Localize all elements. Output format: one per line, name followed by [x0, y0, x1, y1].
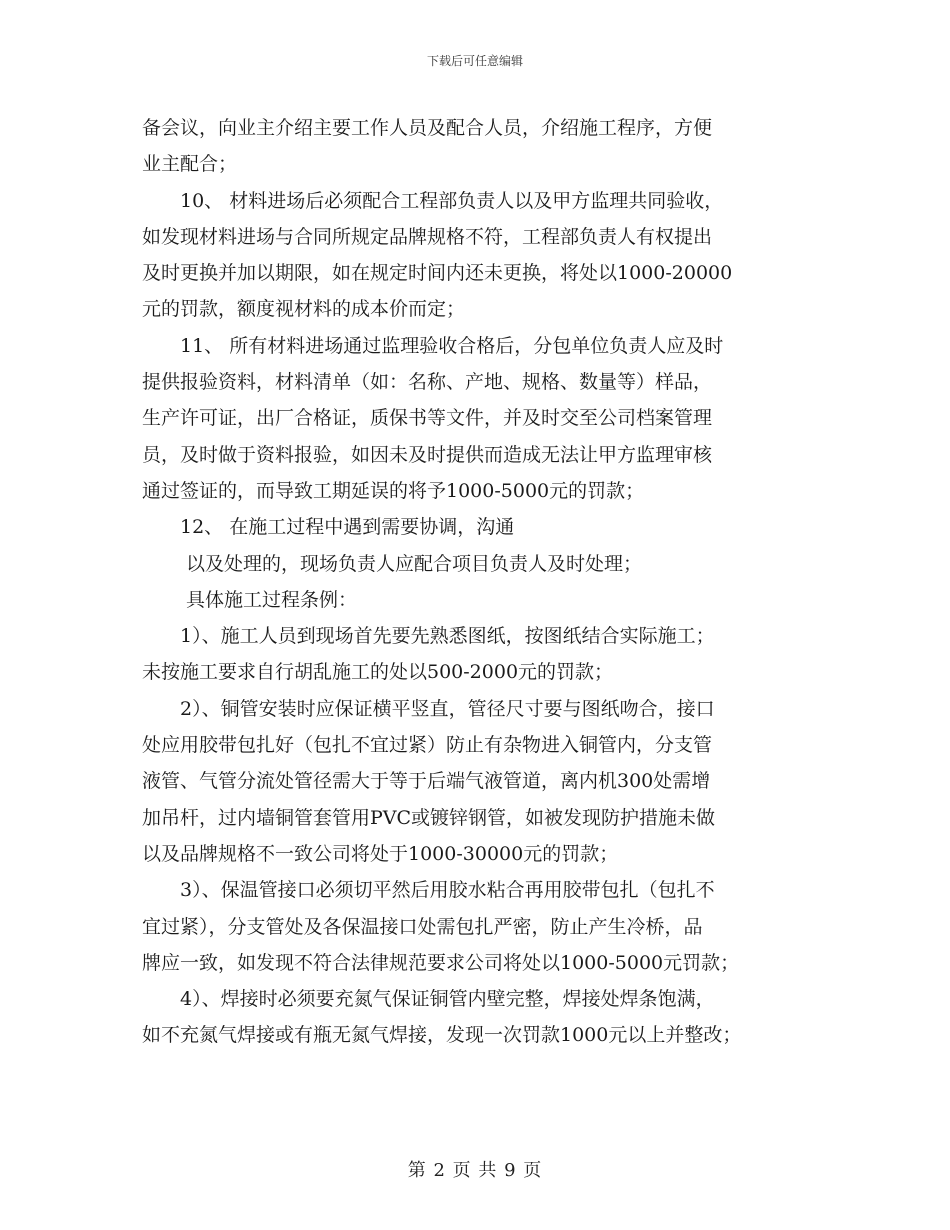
text-line: 3）、保温管接口必须切平然后用胶水粘合再用胶带包扎（包扎不: [180, 879, 715, 902]
text-line: 未按施工要求自行胡乱施工的处以500-2000元的罚款；: [142, 661, 614, 684]
text-line: 具体施工过程条例：: [186, 588, 358, 611]
text-line: 宜过紧），分支管处及各保温接口处需包扎严密，防止产生冷桥，品: [142, 915, 703, 938]
text-line: 4）、焊接时必须要充氮气保证铜管内壁完整，焊接处焊条饱满，: [180, 988, 715, 1011]
text-line: 11、 所有材料进场通过监理验收合格后，分包单位负责人应及时: [180, 334, 724, 357]
text-line: 10、 材料进场后必须配合工程部负责人以及甲方监理共同验收，: [180, 189, 724, 212]
page-header: 下载后可任意编辑: [426, 54, 523, 68]
text-line: 加吊杆，过内墙铜管套管用PVC或镀锌钢管，如被发现防护措施未做: [142, 806, 716, 829]
text-line: 提供报验资料，材料清单（如：名称、产地、规格、数量等）样品，: [142, 371, 713, 394]
text-line: 及时更换并加以期限，如在规定时间内还未更换，将处以1000-20000: [142, 262, 733, 285]
text-line: 1）、施工人员到现场首先要先熟悉图纸，按图纸结合实际施工；: [180, 625, 715, 648]
document-body: [142, 110, 812, 1054]
text-line: 处应用胶带包扎好（包扎不宜过紧）防止有杂物进入铜管内，分支管: [142, 734, 713, 757]
text-line: 2）、铜管安装时应保证横平竖直，管径尺寸要与图纸吻合，接口: [180, 697, 715, 720]
text-line: 生产许可证，出厂合格证，质保书等文件，并及时交至公司档案管理: [142, 407, 713, 430]
text-line: 如不充氮气焊接或有瓶无氮气焊接，发现一次罚款1000元以上并整改；: [142, 1024, 742, 1047]
text-line: 如发现材料进场与合同所规定品牌规格不符，工程部负责人有权提出: [142, 225, 713, 248]
text-line: 以及品牌规格不一致公司将处于1000-30000元的罚款；: [142, 842, 619, 865]
text-line: 液管、气管分流处管径需大于等于后端气液管道，离内机300处需增: [142, 770, 711, 793]
text-line: 备会议，向业主介绍主要工作人员及配合人员，介绍施工程序，方便: [142, 117, 713, 139]
text-line: 元的罚款，额度视材料的成本价而定；: [142, 298, 466, 321]
text-line: 牌应一致，如发现不符合法律规范要求公司将处以1000-5000元罚款；: [142, 951, 740, 974]
text-line: 员，及时做于资料报验，如因未及时提供而造成无法让甲方监理审核: [142, 443, 713, 466]
text-line: 业主配合；: [142, 153, 238, 176]
text-line: 以及处理的，现场负责人应配合项目负责人及时处理；: [186, 552, 643, 575]
text-line: 通过签证的，而导致工期延误的将予1000-5000元的罚款；: [142, 479, 645, 502]
page-number-footer: 第 2 页 共 9 页: [407, 1160, 543, 1181]
text-line: 12、 在施工过程中遇到需要协调，沟通: [180, 516, 515, 539]
